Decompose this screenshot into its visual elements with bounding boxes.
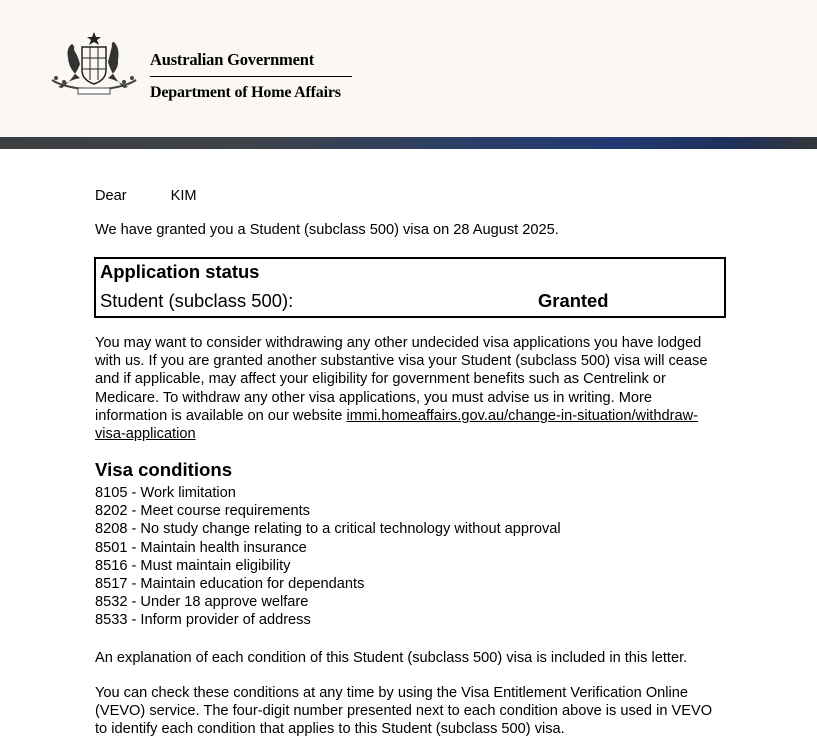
salutation-word: Dear — [95, 188, 127, 204]
condition-item: 8208 - No study change relating to a critical technology without approval — [95, 521, 561, 538]
conditions-explanation: An explanation of each condition of this Student (subclass 500) visa is included in this letter. — [95, 650, 688, 666]
salutation — [95, 188, 197, 204]
vevo-notice: You can check these conditions at any time by using the Visa Entitlement Verification Online (VEVO) service. The four-digit number presented next to each condition above is used in VEVO to identify each condition that applies to this Student (subclass 500) visa. — [95, 685, 713, 738]
application-status-box — [94, 257, 726, 318]
withdraw-notice-text: You may want to consider withdrawing any other undecided visa applications you have lodged with us. If you are granted another substantive visa your Student (subclass 500) visa will cease and if applicable, may affect your eligibility for government benefits such as Centrelink or Medicare. To withdraw any other visa applications, you must advise us in writing. More information is available on our website — [95, 335, 708, 424]
agency-name — [150, 50, 352, 102]
recipient-name: KIM — [170, 188, 197, 204]
condition-item: 8105 - Work limitation — [95, 485, 236, 501]
header-band — [0, 137, 817, 149]
visa-label: Student (subclass 500): — [100, 290, 294, 311]
condition-item: 8516 - Must maintain eligibility — [95, 557, 291, 574]
withdraw-notice — [95, 334, 725, 443]
coat-of-arms-icon — [44, 30, 144, 100]
department-name: Department of Home Affairs — [150, 84, 341, 101]
condition-item: 8501 - Maintain health insurance — [95, 539, 307, 556]
letterhead — [0, 0, 817, 137]
government-name: Australian Government — [150, 50, 314, 69]
condition-item: 8517 - Maintain education for dependants — [95, 576, 365, 593]
visa-conditions-title: Visa conditions — [95, 459, 233, 480]
condition-item: 8202 - Meet course requirements — [95, 503, 310, 520]
condition-item: 8533 - Inform provider of address — [95, 612, 311, 629]
condition-item: 8532 - Under 18 approve welfare — [95, 594, 309, 611]
grant-statement: We have granted you a Student (subclass 500) visa on 28 August 2025. — [95, 222, 559, 238]
visa-conditions-list — [95, 484, 561, 630]
withdraw-info-link[interactable]: immi.homeaffairs.gov.au/change-in-situation/withdraw-visa-application — [95, 407, 698, 443]
agency-divider — [150, 76, 352, 77]
application-status-title: Application status — [100, 261, 260, 282]
visa-status: Granted — [538, 290, 609, 311]
